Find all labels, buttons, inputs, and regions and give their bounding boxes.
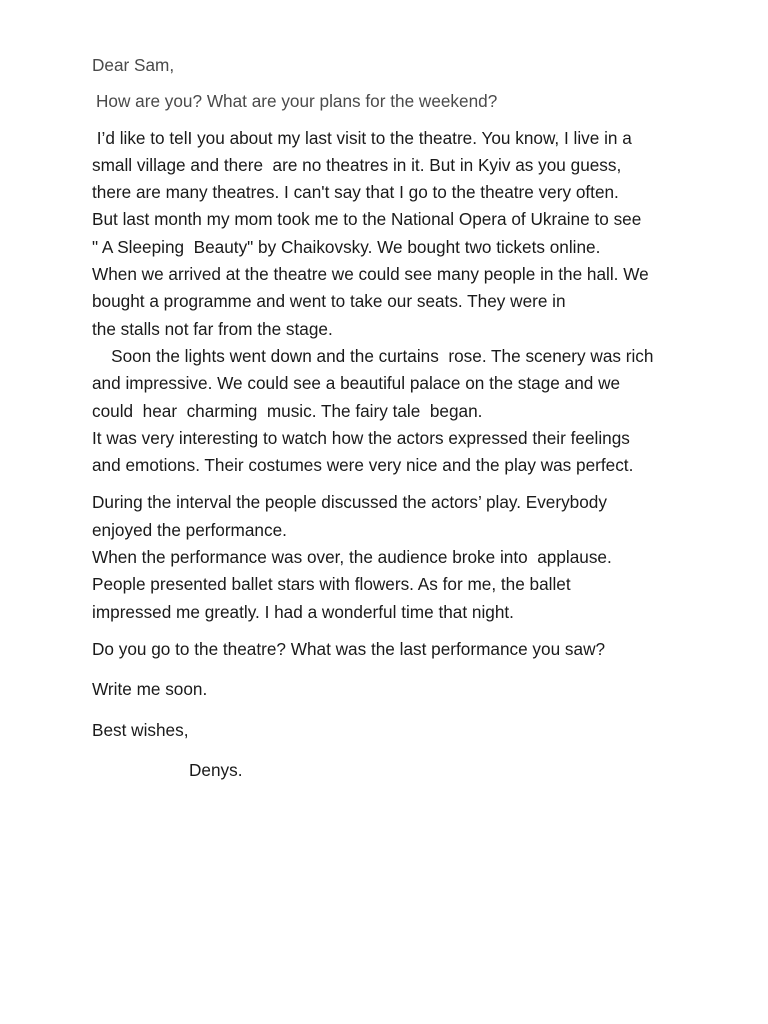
text-line: could hear charming music. The fairy tale began. [92, 400, 483, 421]
text-line: When we arrived at the theatre we could see many people in the hall. We [92, 264, 649, 285]
text-line: there are many theatres. I can't say that I go to the theatre very often. [92, 182, 619, 203]
text-line: the stalls not far from the stage. [92, 318, 333, 339]
text-line: I’d like to telI you about my last visit to the theatre. You know, I live in a [92, 127, 632, 148]
text-line: enjoyed the performance. [92, 519, 287, 540]
sign-off: Best wishes, [92, 719, 189, 740]
text-line: small village and there are no theatres in it. But in Kyiv as you guess, [92, 154, 622, 175]
text-line: But last month my mom took me to the National Opera of Ukraine to see [92, 209, 642, 230]
text-line: Soon the lights went down and the curtains rose. The scenery was rich [92, 345, 654, 366]
text-line: People presented ballet stars with flowers. As for me, the ballet [92, 574, 571, 595]
text-line: impressed me greatly. I had a wonderful time that night. [92, 601, 514, 622]
greeting-line: How are you? What are your plans for the weekend? [96, 91, 498, 112]
paragraph-interval [92, 489, 732, 625]
text-line: and impressive. We could see a beautiful palace on the stage and we [92, 373, 621, 394]
text-line: When the performance was over, the audience broke into applause. [92, 547, 612, 568]
salutation: Dear Sam, [92, 55, 175, 75]
text-line: It was very interesting to watch how the actors expressed their feelings [92, 427, 630, 448]
text-line: During the interval the people discussed the actors’ play. Everybody [92, 492, 607, 513]
closing-request: Write me soon. [92, 679, 208, 700]
letter-body [92, 52, 732, 784]
question-line: Do you go to the theatre? What was the last performance you saw? [92, 638, 606, 659]
paragraph-theatre-visit [92, 125, 732, 480]
text-line: bought a programme and went to take our seats. They were in [92, 291, 566, 312]
text-line: and emotions. Their costumes were very nice and the play was perfect. [92, 455, 634, 476]
text-line: " A Sleeping Beauty" by Chaikovsky. We bought two tickets online. [92, 236, 601, 257]
signature: Denys. [189, 759, 243, 780]
